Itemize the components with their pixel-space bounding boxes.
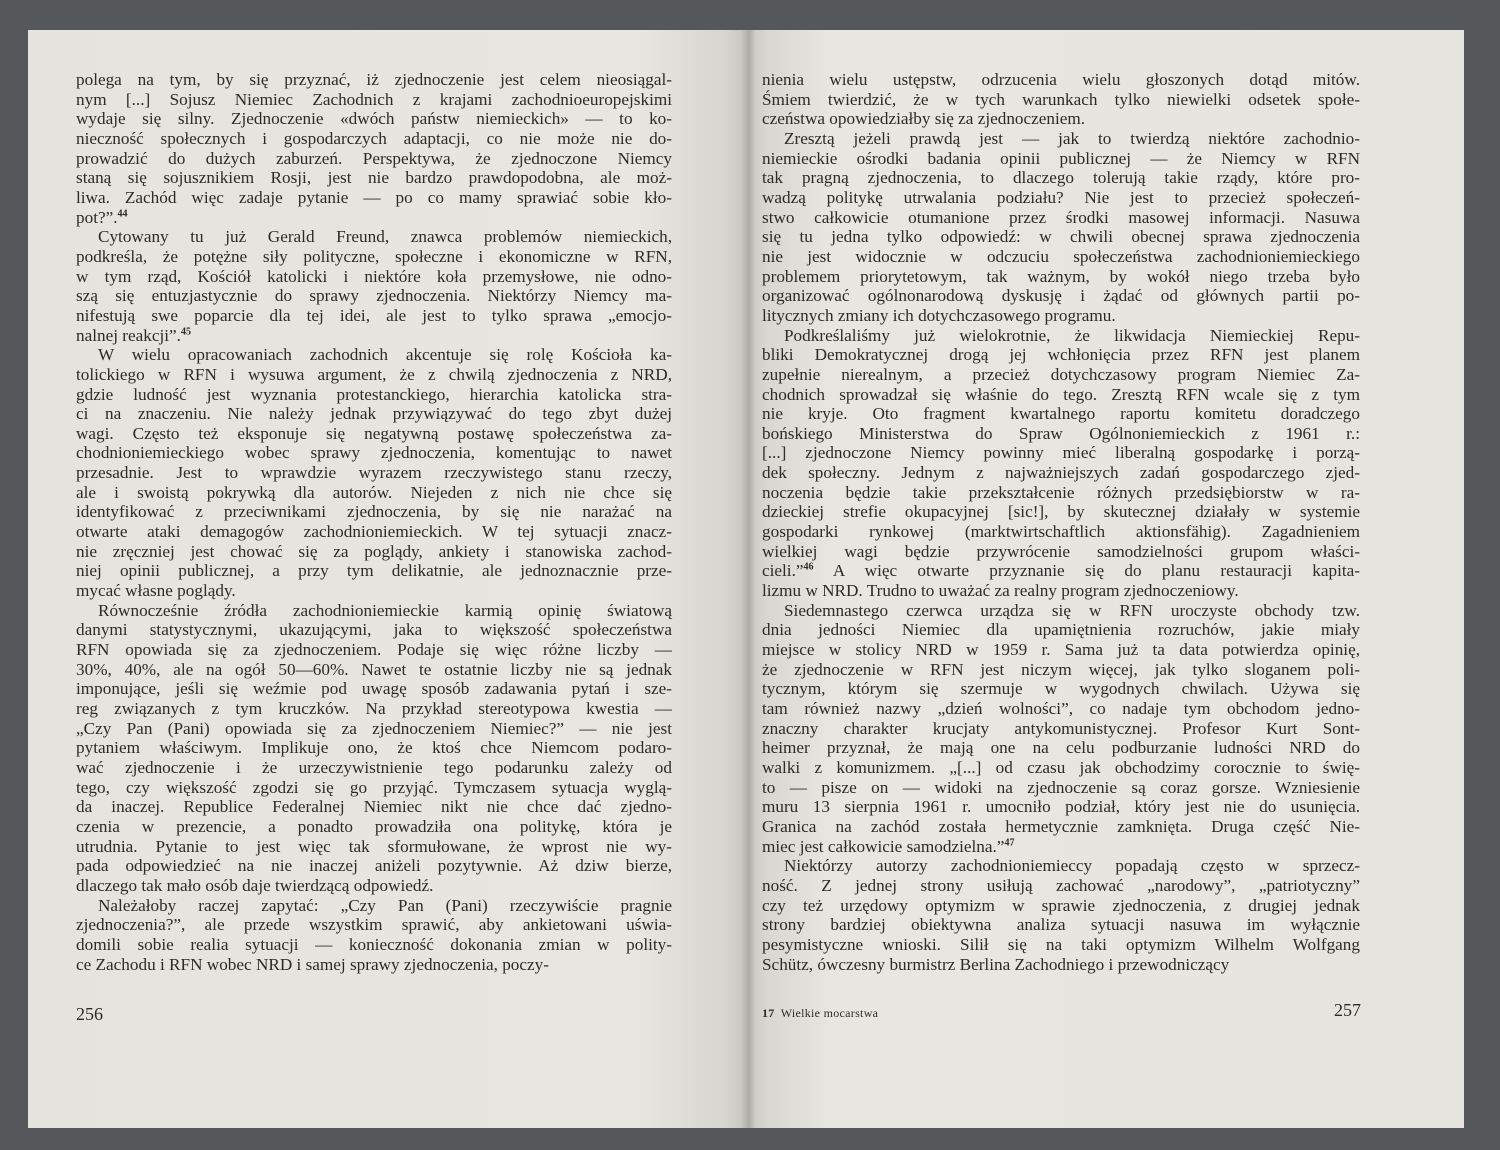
line-text: czeństwa opowiedziałby się za zjednoczeniem. bbox=[762, 109, 1086, 129]
text-line: gdzie ludność jest wyznania protestanckiego, hierarchia katolicka stra- bbox=[76, 384, 672, 404]
text-line: Należałoby raczej zapytać: „Czy Pan (Pani) rzeczywiście pragnie bbox=[98, 895, 672, 915]
text-line: niemieckie ośrodki badania opinii publicznej — że Niemcy w RFN bbox=[762, 148, 1360, 168]
text-line: dzieckiej strefie okupacyjnej [sic!], by skutecznej działały w systemie bbox=[762, 502, 1360, 522]
line-text: A więc otwarte przyznanie się do planu restauracji kapita- bbox=[813, 561, 1360, 581]
book-gutter bbox=[740, 30, 756, 1128]
text-line: identyfikować z przeciwnikami zjednoczenia, by się nie narażać na bbox=[76, 502, 672, 522]
text-line: Śmiem twierdzić, że w tych warunkach tylko niewielki odsetek społe- bbox=[762, 89, 1360, 109]
paragraph bbox=[762, 326, 1360, 601]
text-line: Równocześnie źródła zachodnioniemieckie karmią opinię światową bbox=[98, 600, 672, 620]
text-line: pytaniem właściwym. Implikuje ono, że ktoś chce Niemcom podaro- bbox=[76, 738, 672, 758]
text-line: tego, czy większość zgodzi się go przyjąć. Tymczasem sytuacja wyglą- bbox=[76, 777, 672, 797]
text-line bbox=[76, 326, 672, 346]
text-line: nieczność społecznych i gospodarczych adaptacji, co nie może nie do- bbox=[76, 128, 672, 148]
text-line: miejsce w stolicy NRD w 1959 r. Sama już ta data potwierdza opinię, bbox=[762, 640, 1360, 660]
text-line: noczenia będzie takie przekształcenie różnych przedsiębiorstw w ra- bbox=[762, 482, 1360, 502]
text-line: tycznym, którym się szermuje w wygodnych chwilach. Używa się bbox=[762, 679, 1360, 699]
footnote-marker: 45 bbox=[180, 325, 191, 337]
text-line: bońskiego Ministerstwa do Spraw Ogólnoniemieckich z 1961 r.: bbox=[762, 423, 1360, 443]
text-line: tam również nazwy „dzień wolności”, co nadaje tym obchodom jedno- bbox=[762, 699, 1360, 718]
text-line: przesadnie. Jest to wprawdzie wyrazem rzeczywistego stanu rzeczy, bbox=[76, 463, 672, 483]
footnote-marker: 44 bbox=[117, 207, 128, 219]
text-line: Siedemnastego czerwca urządza się w RFN uroczyste obchody tzw. bbox=[784, 600, 1360, 620]
text-line: wagi. Często też eksponuje się negatywną postawę społeczeństwa za- bbox=[76, 423, 672, 443]
text-line: niej opinii publicznej, a przy tym delikatnie, ale jednoznacznie prze- bbox=[76, 561, 672, 581]
text-line: szą się entuzjastycznie do sprawy zjednoczenia. Niektórzy Niemcy ma- bbox=[76, 286, 672, 306]
text-line bbox=[762, 837, 1360, 857]
text-line: pesymistyczne wnioski. Silił się na taki optymizm Wilhelm Wolfgang bbox=[762, 934, 1360, 954]
text-line: dnia jedności Niemiec dla upamiętnienia rozruchów, jakie miały bbox=[762, 620, 1360, 640]
text-line: Schütz, ówczesny burmistrz Berlina Zachodniego i przewodniczący bbox=[762, 954, 1230, 974]
paragraph bbox=[762, 70, 1360, 129]
paragraph bbox=[76, 70, 672, 227]
text-line: czy też urzędowy optymizm w sprawie zjednoczenia, z drugiej jednak bbox=[762, 895, 1360, 915]
printer-signature bbox=[762, 1006, 878, 1021]
paragraph bbox=[76, 601, 672, 896]
text-line: gospodarki rynkowej (marktwirtschaftlich aktionsfähig). Zagadnieniem bbox=[762, 522, 1360, 542]
text-line: Granica na zachód została hermetycznie zamknięta. Druga część Nie- bbox=[762, 816, 1360, 836]
text-line: wać zjednoczenie i że urzeczywistnienie tego podarunku zależy od bbox=[76, 757, 672, 777]
text-line: że zjednoczenie w RFN jest niczym więcej, jak tylko sloganem poli- bbox=[762, 659, 1360, 679]
footnote-marker: 46 bbox=[803, 561, 814, 573]
text-line: nienia wielu ustępstw, odrzucenia wielu głoszonych dotąd mitów. bbox=[762, 70, 1360, 89]
text-line: zupełnie nierealnym, a przecież dotychczasowy program Niemiec Za- bbox=[762, 364, 1360, 384]
text-line: nie jest widocznie w odczuciu społeczeństwa zachodnioniemieckiego bbox=[762, 246, 1360, 266]
text-line: chodnioniemieckiego wobec sprawy zjednoczenia, komentując to nawet bbox=[76, 443, 672, 463]
text-line: pada odpowiedzieć na nie inaczej aniżeli pozytywnie. Aż dziw bierze, bbox=[76, 856, 672, 876]
text-line: tolickiego w RFN i wysuwa argument, że z chwilą zjednoczenia z NRD, bbox=[76, 364, 672, 384]
text-line: ci na znaczeniu. Nie należy jednak przywiązywać do tego zbyt dużej bbox=[76, 404, 672, 424]
text-line: znaczny charakter krucjaty antykomunistycznej. Profesor Kurt Sont- bbox=[762, 718, 1360, 738]
right-page-number: 257 bbox=[1334, 1000, 1361, 1020]
text-line: [...] zjednoczone Niemcy powinny mieć liberalną gospodarkę i porzą- bbox=[762, 443, 1360, 463]
paragraph bbox=[76, 896, 672, 975]
text-line: reg związanych z tym kruczków. Na przykład stereotypowa kwestia — bbox=[76, 699, 672, 718]
text-line bbox=[76, 581, 672, 601]
text-line: liwa. Zachód więc zadaje pytanie — po co mamy sprawiać sobie kło- bbox=[76, 187, 672, 207]
text-line: nie zręczniej jest chować się za poglądy, ankiety i stanowiska zachod- bbox=[76, 541, 672, 561]
text-line: tak pragną zjednoczenia, to dlaczego tolerują takie rządy, które pro- bbox=[762, 168, 1360, 188]
line-text: nalnej reakcji”. bbox=[76, 325, 181, 345]
text-line: lizmu w NRD. Trudno to uważać za realny program zjednoczeniowy. bbox=[762, 581, 1239, 601]
text-line: się tu jedna tylko odpowiedź: w chwili obecnej sprawa zjednoczenia bbox=[762, 227, 1360, 247]
text-line: Zresztą jeżeli prawdą jest — jak to twierdzą niektóre zachodnio- bbox=[784, 128, 1360, 148]
text-line: Cytowany tu już Gerald Freund, znawca problemów niemieckich, bbox=[98, 227, 672, 247]
paragraph bbox=[76, 345, 672, 601]
text-line: muru 13 sierpnia 1961 r. umocniło podział, który jest nie do usunięcia. bbox=[762, 797, 1360, 817]
paragraph bbox=[762, 601, 1360, 857]
text-line: podkreśla, że potężne siły polityczne, społeczne i ekonomiczne w RFN, bbox=[76, 246, 672, 266]
line-text: cieli.” bbox=[762, 561, 804, 581]
signature-number: 17 bbox=[762, 1006, 775, 1020]
text-line: „Czy Pan (Pani) opowiada się za zjednoczeniem Niemiec?” — nie jest bbox=[76, 718, 672, 738]
text-line: nym [...] Sojusz Niemiec Zachodnich z krajami zachodnioeuropejskimi bbox=[76, 89, 672, 109]
paragraph bbox=[76, 227, 672, 345]
text-line: wadzą politykę utrwalania podziału? Nie jest to przecież społeczeń- bbox=[762, 187, 1360, 207]
left-page-text bbox=[76, 70, 672, 974]
text-line: domili sobie realia sytuacji — konieczność dokonania zmian w polity- bbox=[76, 934, 672, 954]
text-line: Niektórzy autorzy zachodnioniemieccy popadają często w sprzecz- bbox=[784, 856, 1360, 876]
line-text: dlaczego tak mało osób daje twierdzącą odpowiedź. bbox=[76, 875, 434, 895]
footnote-marker: 47 bbox=[1004, 836, 1015, 848]
text-line bbox=[762, 109, 1360, 129]
text-line: W wielu opracowaniach zachodnich akcentuje się rolę Kościoła ka- bbox=[98, 345, 672, 365]
text-line: 30%, 40%, ale na ogół 50—60%. Nawet te ostatnie liczby nie są jednak bbox=[76, 659, 672, 679]
text-line: otwarte ataki demagogów zachodnioniemieckich. W tej sytuacji znacz- bbox=[76, 522, 672, 542]
paragraph bbox=[762, 856, 1360, 974]
left-page-number: 256 bbox=[76, 1004, 103, 1024]
text-line: nie kryje. Oto fragment kwartalnego raportu komitetu doradczego bbox=[762, 404, 1360, 424]
text-line: prowadzić do dużych zaburzeń. Perspektywa, że zjednoczone Niemcy bbox=[76, 148, 672, 168]
text-line: stwo całkowicie otumanione przez środki masowej informacji. Nasuwa bbox=[762, 207, 1360, 227]
signature-text: Wielkie mocarstwa bbox=[780, 1006, 879, 1020]
text-line: wielkiej wagi będzie przywrócenie samodzielności grupom właści- bbox=[762, 541, 1360, 561]
text-line: ce Zachodu i RFN wobec NRD i samej sprawy zjednoczenia, poczy- bbox=[76, 954, 549, 974]
text-line: problemem priorytetowym, tak ważnym, by wokół niego trzeba było bbox=[762, 266, 1360, 286]
text-line: nifestują swe poparcie dla tej idei, ale jest to tylko sprawa „emocjo- bbox=[76, 305, 672, 325]
text-line: strony bardziej obiektywna analiza sytuacji nasuwa im wyłącznie bbox=[762, 915, 1360, 935]
paragraph bbox=[762, 129, 1360, 326]
text-line: ność. Z jednej strony usiłują zachować „narodowy”, „patriotyczny” bbox=[762, 875, 1360, 895]
text-line: zjednoczenia?”, ale przede wszystkim sprawić, aby ankietowani uświa- bbox=[76, 915, 672, 935]
text-line bbox=[762, 561, 1360, 581]
line-text: mycać własne poglądy. bbox=[76, 581, 236, 601]
text-line: chodnich sprowadzał się właśnie do tego. Zresztą RFN wcale się z tym bbox=[762, 384, 1360, 404]
text-line: heimer przyznał, że mają one na celu podburzanie ludności NRD do bbox=[762, 738, 1360, 758]
text-line: imponujące, jeśli się weźmie pod uwagę sposób zadawania pytań i sze- bbox=[76, 679, 672, 699]
text-line: ale i swoistą pokrywką dla autorów. Niejeden z nich nie chce się bbox=[76, 482, 672, 502]
text-line: bliki Demokratycznej drogą jej wchłonięcia przez RFN jest planem bbox=[762, 345, 1360, 365]
text-line: organizować ogólnonarodową dyskusję i żądać od głównych partii po- bbox=[762, 286, 1360, 306]
text-line: w tym rząd, Kościół katolicki i niektóre koła przemysłowe, nie odno- bbox=[76, 266, 672, 286]
text-line: to — pisze on — widoki na zjednoczenie są coraz gorsze. Wzniesienie bbox=[762, 777, 1360, 797]
text-line: RFN opowiada się za zjednoczeniem. Podaje się więc różne liczby — bbox=[76, 640, 672, 660]
text-line: Podkreślaliśmy już wielokrotnie, że likwidacja Niemieckiej Repu- bbox=[784, 325, 1360, 345]
text-line: walki z komunizmem. „[...] od czasu jak obchodzimy corocznie to świę- bbox=[762, 757, 1360, 777]
text-line: czenia w prezencie, a ponadto prowadziła ona politykę, która je bbox=[76, 816, 672, 836]
text-line bbox=[76, 876, 672, 896]
text-line: staną się sojusznikiem Rosji, jest nie bardzo prawdopodobna, ale moż- bbox=[76, 168, 672, 188]
text-line: utrudnia. Pytanie to jest więc tak sformułowane, że wprost nie wy- bbox=[76, 836, 672, 856]
text-line: polega na tym, by się przyznać, iż zjednoczenie jest celem nieosiągal- bbox=[76, 70, 672, 89]
line-text: pot?”. bbox=[76, 207, 118, 227]
line-text: litycznych zmiany ich dotychczasowego programu. bbox=[762, 305, 1116, 325]
text-line: dek społeczny. Jednym z najważniejszych zadań gospodarczego zjed- bbox=[762, 463, 1360, 483]
text-line: danymi statystycznymi, ukazującymi, jaka to większość społeczeństwa bbox=[76, 620, 672, 640]
text-line: da inaczej. Republice Federalnej Niemiec nikt nie chce dać zjedno- bbox=[76, 797, 672, 817]
text-line bbox=[76, 208, 672, 228]
text-line: wydaje się silny. Zjednoczenie «dwóch państw niemieckich» — to ko- bbox=[76, 109, 672, 129]
right-page-text bbox=[762, 70, 1360, 974]
line-text: miec jest całkowicie samodzielna.” bbox=[762, 836, 1005, 856]
text-line bbox=[762, 306, 1360, 326]
